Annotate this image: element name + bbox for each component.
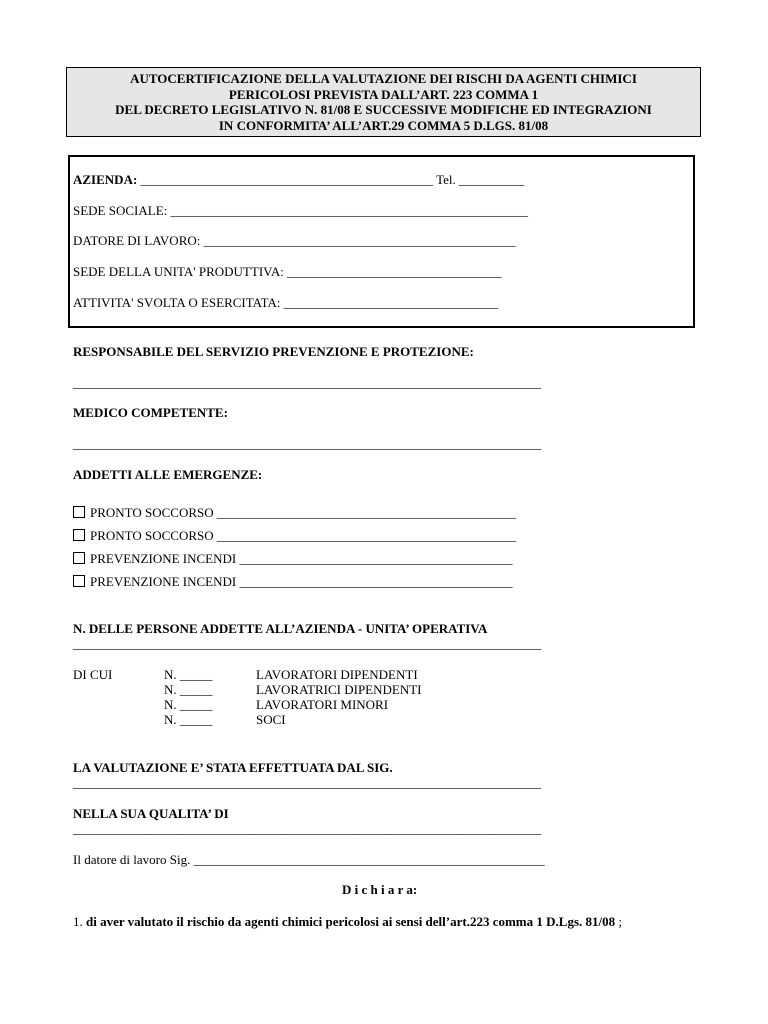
count-desc: LAVORATORI DIPENDENTI xyxy=(256,667,418,682)
title-line-3: DEL DECRETO LEGISLATIVO N. 81/08 E SUCCESSIVE MODIFICHE ED INTEGRAZIONI xyxy=(115,102,652,117)
addetto-row xyxy=(73,551,512,567)
dichiara-heading: D i c h i a r a: xyxy=(342,882,418,897)
count-field[interactable]: N. _____ xyxy=(164,697,213,712)
count-field[interactable]: N. _____ xyxy=(164,712,213,727)
di-cui-label: DI CUI xyxy=(73,667,113,682)
addetto-text[interactable]: PRONTO SOCCORSO ______________________________________________ xyxy=(90,505,516,520)
sede-sociale-field[interactable]: SEDE SOCIALE: _______________________________________________________ xyxy=(73,203,528,218)
count-desc: LAVORATRICI DIPENDENTI xyxy=(256,682,422,697)
azienda-field[interactable]: _____________________________________________ xyxy=(140,172,434,187)
count-field[interactable]: N. _____ xyxy=(164,667,213,682)
title-line-1: AUTOCERTIFICAZIONE DELLA VALUTAZIONE DEI RISCHI DA AGENTI CHIMICI xyxy=(130,71,637,86)
tel-field[interactable]: Tel. __________ xyxy=(436,172,524,187)
rspp-label: RESPONSABILE DEL SERVIZIO PREVENZIONE E PROTEZIONE: xyxy=(73,344,474,359)
qualita-label: NELLA SUA QUALITA’ DI xyxy=(73,806,229,821)
item-end: ; xyxy=(618,914,622,929)
persone-label: N. DELLE PERSONE ADDETTE ALL’AZIENDA - UNITA’ OPERATIVA xyxy=(73,621,488,636)
addetto-text[interactable]: PREVENZIONE INCENDI __________________________________________ xyxy=(90,551,513,566)
datore-signature-field[interactable]: Il datore di lavoro Sig. ______________________________________________________ xyxy=(73,852,545,867)
azienda-label: AZIENDA: xyxy=(73,172,138,187)
attivita-field[interactable]: ATTIVITA' SVOLTA O ESERCITATA: _________________________________ xyxy=(73,295,499,310)
checkbox[interactable] xyxy=(73,552,85,564)
valutazione-label: LA VALUTAZIONE E’ STATA EFFETTUATA DAL SIG. xyxy=(73,760,393,775)
valutazione-line[interactable]: ________________________________________________________________________ xyxy=(73,775,541,790)
checkbox[interactable] xyxy=(73,506,85,518)
persone-line[interactable]: ________________________________________________________________________ xyxy=(73,636,541,651)
declaration-item-1 xyxy=(73,914,622,930)
title-line-4: IN CONFORMITA’ ALL’ART.29 COMMA 5 D.LGS. 81/08 xyxy=(218,117,549,133)
addetto-row xyxy=(73,528,516,544)
qualita-line[interactable]: ________________________________________________________________________ xyxy=(73,821,541,836)
sede-unita-produttiva-field[interactable]: SEDE DELLA UNITA' PRODUTTIVA: _________________________________ xyxy=(73,264,502,279)
medico-line[interactable]: ________________________________________________________________________ xyxy=(73,436,541,451)
checkbox[interactable] xyxy=(73,575,85,587)
checkbox[interactable] xyxy=(73,529,85,541)
count-desc: LAVORATORI MINORI xyxy=(256,697,389,712)
count-desc: SOCI xyxy=(256,712,286,727)
rspp-line[interactable]: ________________________________________________________________________ xyxy=(73,375,541,390)
datore-di-lavoro-field[interactable]: DATORE DI LAVORO: ________________________________________________ xyxy=(73,233,516,248)
addetto-text[interactable]: PRONTO SOCCORSO ______________________________________________ xyxy=(90,528,516,543)
document-title-box xyxy=(66,67,701,137)
title-line-2: PERICOLOSI PREVISTA DALL’ART. 223 COMMA 1 xyxy=(228,86,539,102)
addetto-row xyxy=(73,505,516,521)
addetto-row xyxy=(73,574,512,590)
count-field[interactable]: N. _____ xyxy=(164,682,213,697)
medico-label: MEDICO COMPETENTE: xyxy=(73,405,228,420)
addetto-text[interactable]: PREVENZIONE INCENDI __________________________________________ xyxy=(90,574,513,589)
azienda-row xyxy=(73,172,524,188)
addetti-label: ADDETTI ALLE EMERGENZE: xyxy=(73,467,263,482)
item-number: 1. xyxy=(73,914,83,929)
item-text: di aver valutato il rischio da agenti chimici pericolosi ai sensi dell’art.223 comma 1 D.Lgs. 81/08 xyxy=(86,914,616,929)
